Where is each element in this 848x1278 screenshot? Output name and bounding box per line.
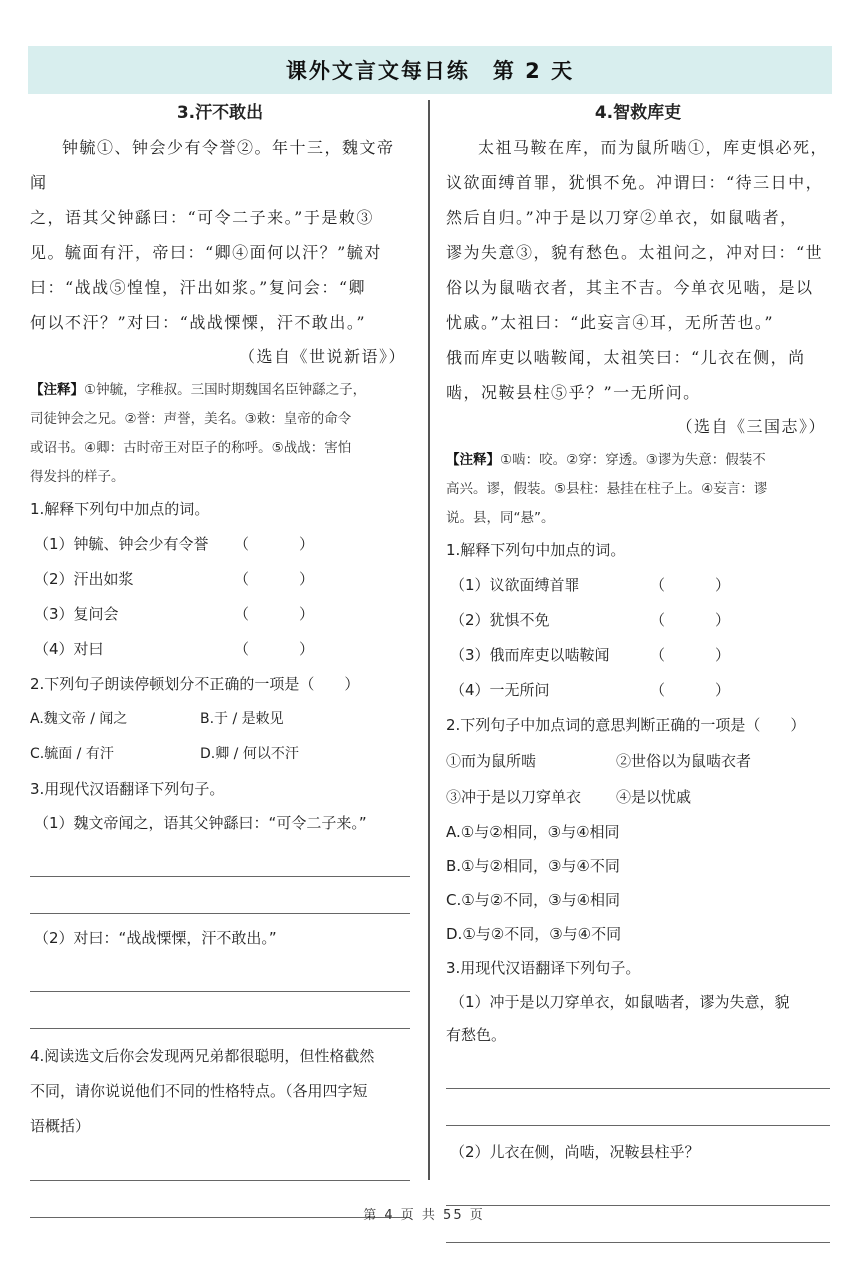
option-d[interactable]: D.卿 / 何以不汗 xyxy=(200,746,299,762)
passage-line: 钟毓①、钟会少有令誉②。年十三，魏文帝闻 xyxy=(30,138,395,192)
passage-line: 俄而库吏以啮鞍闻，太祖笑曰：“儿衣在侧，尚 xyxy=(446,348,806,367)
q1-item: （1）议欲面缚首罪 （ ） xyxy=(446,568,830,603)
notes-right xyxy=(446,446,830,533)
q1-item: （3）复问会 （ ） xyxy=(30,597,410,632)
page-title: 课外文言文每日练 第 2 天 xyxy=(28,46,832,94)
page-number: 第 4 页 共 55 页 xyxy=(363,1208,485,1223)
q1-item: （3）俄而库吏以啮鞍闻 （ ） xyxy=(446,638,830,673)
passage-line: 俗以为鼠啮衣者，其主不吉。今单衣见啮，是以 xyxy=(446,278,814,297)
notes-left xyxy=(30,376,410,492)
answer-line[interactable] xyxy=(446,1052,830,1089)
passage-line: 曰：“战战⑤惶惶，汗出如浆。”复问会：“卿 xyxy=(30,278,367,297)
notes-line: 或诏书。④卿：古时帝王对臣子的称呼。⑤战战：害怕 xyxy=(30,440,352,456)
q3-sentence: （1）魏文帝闻之，语其父钟繇曰：“可令二子来。” xyxy=(34,814,367,832)
answer-blank[interactable]: （ ） xyxy=(234,640,314,658)
q1-item: （2）犹惧不免 （ ） xyxy=(446,603,830,638)
answer-blank[interactable]: （ ） xyxy=(650,611,730,629)
q2-options-row xyxy=(30,702,410,737)
passage-line: 啮，况鞍县柱⑤乎？”一无所问。 xyxy=(446,383,701,402)
left-column xyxy=(30,100,410,1218)
answer-line[interactable] xyxy=(30,955,410,992)
passage-line: 太祖马鞍在库，而为鼠所啮①，库吏惧必死， xyxy=(478,138,829,157)
option-c[interactable]: C.①与②不同，③与④相同 xyxy=(446,891,621,909)
answer-blank[interactable]: （ ） xyxy=(650,681,730,699)
passage-line: 见。毓面有汗，帝曰：“卿④面何以汗？”毓对 xyxy=(30,243,382,262)
q3-sentence: （2）对曰：“战战慄慄，汗不敢出。” xyxy=(34,929,277,947)
option-d[interactable]: D.①与②不同，③与④不同 xyxy=(446,925,622,943)
notes-line: 司徒钟会之兄。②誉：声誉，美名。③敕：皇帝的命令 xyxy=(30,411,352,427)
answer-line[interactable] xyxy=(30,992,410,1029)
answer-line[interactable] xyxy=(446,1169,830,1206)
passage-line: 议欲面缚首罪，犹惧不免。冲谓曰：“待三日中， xyxy=(446,173,824,192)
passage-line: 然后自归。”冲于是以刀穿②单衣，如鼠啮者， xyxy=(446,208,798,227)
notes-line: 高兴。谬，假装。⑤县柱：悬挂在柱子上。④妄言：谬 xyxy=(446,481,768,497)
option-b[interactable]: B.于 / 是敕见 xyxy=(200,711,284,727)
q1-item: （4）对曰 （ ） xyxy=(30,632,410,667)
answer-line[interactable] xyxy=(446,1089,830,1126)
notes-line: ①啮：咬。②穿：穿透。③谬为失意：假装不 xyxy=(500,452,766,468)
source-right: （选自《三国志》） xyxy=(676,417,826,436)
passage-line: 忧戚。”太祖曰：“此妄言④耳，无所苦也。” xyxy=(446,313,775,332)
section-title-left: 3.汗不敢出 xyxy=(176,103,264,123)
q2-options-row xyxy=(30,737,410,772)
option-a[interactable]: A.魏文帝 / 闻之 xyxy=(30,711,128,727)
option-b[interactable]: B.①与②相同，③与④不同 xyxy=(446,857,620,875)
q2-sentences-row xyxy=(446,779,830,815)
q1-item: （1）钟毓、钟会少有令誉 （ ） xyxy=(30,527,410,562)
answer-blank[interactable]: （ ） xyxy=(650,646,730,664)
question-3-right: 3.用现代汉语翻译下列句子。 xyxy=(446,959,641,977)
passage-right xyxy=(446,130,830,410)
passage-line: 谬为失意③，貌有愁色。太祖问之，冲对曰：“世 xyxy=(446,243,824,262)
source-left: （选自《世说新语》） xyxy=(238,347,406,366)
q3-sentence: （2）儿衣在侧，尚啮，况鞍县柱乎？ xyxy=(450,1143,700,1161)
notes-label: 【注释】 xyxy=(30,382,84,398)
question-1-left: 1.解释下列句中加点的词。 xyxy=(30,500,210,518)
notes-line: 得发抖的样子。 xyxy=(30,469,125,485)
notes-label: 【注释】 xyxy=(446,452,500,468)
answer-line[interactable] xyxy=(30,1144,410,1181)
notes-line: 说。县，同“悬”。 xyxy=(446,510,555,526)
notes-line: ①钟毓，字稚叔。三国时期魏国名臣钟繇之子， xyxy=(84,382,367,398)
q1-item: （4）一无所问 （ ） xyxy=(446,673,830,708)
passage-line: 之，语其父钟繇曰：“可令二子来。”于是敕③ xyxy=(30,208,374,227)
q2-sentences-row xyxy=(446,743,830,779)
passage-line: 何以不汗？”对曰：“战战慄慄，汗不敢出。” xyxy=(30,313,367,332)
answer-blank[interactable]: （ ） xyxy=(234,535,314,553)
compare-sentence: ④是以忧戚 xyxy=(616,788,692,806)
question-2-right: 2.下列句子中加点词的意思判断正确的一项是（ ） xyxy=(446,716,806,734)
answer-blank[interactable]: （ ） xyxy=(234,605,314,623)
question-3-left: 3.用现代汉语翻译下列句子。 xyxy=(30,780,225,798)
option-c[interactable]: C.毓面 / 有汗 xyxy=(30,746,114,762)
q1-item: （2）汗出如浆 （ ） xyxy=(30,562,410,597)
answer-line[interactable] xyxy=(30,877,410,914)
question-2-left: 2.下列句子朗读停顿划分不正确的一项是（ ） xyxy=(30,675,360,693)
answer-blank[interactable]: （ ） xyxy=(234,570,314,588)
question-4-left: 4.阅读选文后你会发现两兄弟都很聪明，但性格截然 不同，请你说说他们不同的性格特点。（各用四字短 语概括） xyxy=(30,1047,375,1135)
q3-sentence: （1）冲于是以刀穿单衣，如鼠啮者，谬为失意，貌 有愁色。 xyxy=(446,993,790,1044)
answer-blank[interactable]: （ ） xyxy=(650,576,730,594)
compare-sentence: ①而为鼠所啮 xyxy=(446,752,537,770)
section-title-right: 4.智救库吏 xyxy=(594,103,682,123)
option-a[interactable]: A.①与②相同，③与④相同 xyxy=(446,823,620,841)
passage-left xyxy=(30,130,410,340)
right-column xyxy=(446,100,830,1243)
answer-line[interactable] xyxy=(30,840,410,877)
compare-sentence: ②世俗以为鼠啮衣者 xyxy=(616,752,752,770)
compare-sentence: ③冲于是以刀穿单衣 xyxy=(446,788,582,806)
column-divider xyxy=(428,100,430,1180)
question-1-right: 1.解释下列句中加点的词。 xyxy=(446,541,626,559)
